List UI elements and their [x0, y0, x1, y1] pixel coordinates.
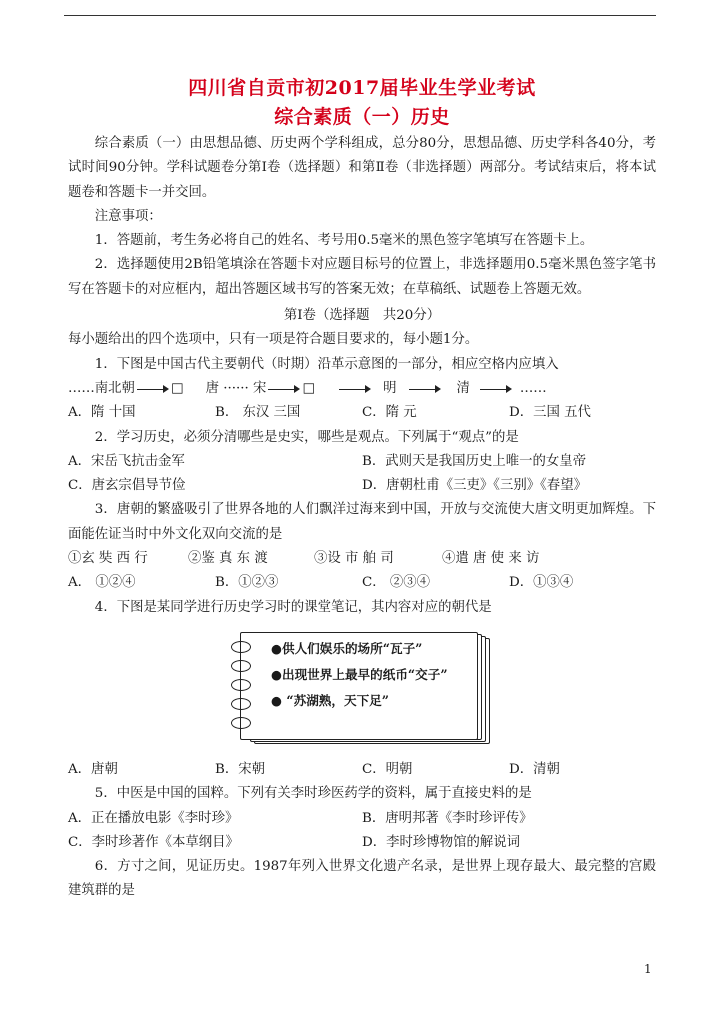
question-2-stem: 2．学习历史，必须分清哪些是史实，哪些是观点。下列属于“观点”的是 [94, 429, 519, 445]
question-1-options [68, 401, 656, 425]
spiral-ring-icon [231, 660, 251, 672]
option-b: B．①②③ [215, 575, 279, 591]
option-a: A．正在播放电影《李时珍》 [68, 810, 239, 826]
question-3-items [68, 547, 656, 571]
note-1: 1．答题前，考生务必将自己的姓名、考号用0.5毫米的黑色签字笔填写在答题卡上。 [94, 233, 594, 249]
question-5-stem: 5．中医是中国的国粹。下列有关李时珍医药学的资料，属于直接史料的是 [94, 786, 532, 802]
question-1-stem: 1．下图是中国古代主要朝代（时期）沿革示意图的一部分，相应空格内应填入 [94, 356, 559, 372]
option-c: C．唐玄宗倡导节俭 [68, 478, 186, 494]
arrow-icon [409, 383, 441, 395]
exam-page [68, 74, 656, 904]
notebook-figure [68, 628, 656, 754]
question-6-stem: 6．方寸之间，见证历史。1987年列入世界文化遗产名录，是世界上现存最大、最完整的宫殿建筑群的是 [68, 859, 656, 899]
arrow-icon [137, 383, 169, 395]
exam-title: 四川省自贡市初2017届毕业生学业考试 [188, 77, 536, 99]
notebook [240, 632, 486, 742]
note-line-2: ●出现世界上最早的纸币“交子” [271, 666, 448, 682]
item-1: ①玄 奘 西 行 [68, 551, 148, 567]
option-b: B．武则天是我国历史上唯一的女皇帝 [362, 453, 587, 469]
arrow-icon [268, 383, 300, 395]
question-3-stem: 3．唐朝的繁盛吸引了世界各地的人们飘洋过海来到中国，开放与交流使大唐文明更加辉煌。下面能佐证当时中外文化双向交流的是 [68, 502, 656, 542]
arrow-icon [339, 383, 371, 395]
question-4-options [68, 758, 656, 782]
header-rule [64, 15, 656, 16]
chain-blank: □ [302, 380, 316, 396]
chain-item: …… [519, 380, 547, 396]
option-c: C．隋 元 [362, 405, 417, 421]
question-4-stem: 4．下图是某同学进行历史学习时的课堂笔记，其内容对应的朝代是 [94, 599, 492, 615]
notebook-front-page [240, 632, 478, 740]
chain-item: ……南北朝 [68, 380, 135, 396]
option-c: C．明朝 [362, 761, 413, 777]
item-4: ④遣 唐 使 来 访 [442, 551, 540, 567]
dynasty-chain [68, 377, 656, 401]
page-number: 1 [644, 962, 652, 976]
option-d: D．李时珍博物馆的解说词 [362, 834, 521, 850]
arrow-icon [480, 383, 512, 395]
item-2: ②鉴 真 东 渡 [188, 551, 268, 567]
spiral-ring-icon [231, 717, 251, 729]
question-3-options [68, 571, 656, 595]
note-line-3: ● “苏湖熟，天下足” [271, 692, 390, 708]
option-c: C． ②③④ [362, 575, 431, 591]
option-a: A．宋岳飞抗击金军 [68, 453, 185, 469]
chain-blank: □ [170, 380, 184, 396]
option-b: B．宋朝 [215, 761, 266, 777]
option-c: C．李时珍著作《本草纲目》 [68, 834, 239, 850]
chain-item: 明 [383, 380, 397, 396]
note-line-1: ●供人们娱乐的场所“瓦子” [271, 640, 423, 656]
question-5-options-cd [68, 831, 656, 855]
option-b: B．唐明邦著《李时珍评传》 [362, 810, 533, 826]
option-a: A． ①②④ [68, 575, 136, 591]
intro-paragraph: 综合素质（一）由思想品德、历史两个学科组成，总分80分，思想品德、历史学科各40分，考试时间90分钟。学科试题卷分第Ⅰ卷（选择题）和第Ⅱ卷（非选择题）两部分。考试结束后，将本试题卷和答题卡一并交回。 [68, 136, 656, 200]
chain-item: 唐 ······ 宋 [205, 380, 267, 396]
section-heading: 第Ⅰ卷（选择题 共20分） [283, 308, 441, 324]
note-2: 2．选择题使用2B铅笔填涂在答题卡对应题目标号的位置上，非选择题用0.5毫米黑色签字笔书写在答题卡的对应框内，超出答题区域书写的答案无效；在草稿纸、试题卷上答题无效。 [68, 257, 656, 297]
chain-item: 清 [456, 380, 470, 396]
option-d: D．①③④ [509, 575, 574, 591]
item-3: ③设 市 舶 司 [314, 551, 394, 567]
notes-heading: 注意事项： [94, 208, 162, 224]
question-2-options-cd [68, 474, 656, 498]
option-d: D．唐朝杜甫《三吏》《三别》《春望》 [362, 478, 587, 494]
option-a: A．隋 十国 [68, 405, 136, 421]
spiral-ring-icon [231, 679, 251, 691]
option-a: A．唐朝 [68, 761, 118, 777]
option-d: D．清朝 [509, 761, 560, 777]
exam-subtitle: 综合素质（一）历史 [274, 106, 450, 128]
option-b: B． 东汉 三国 [215, 405, 301, 421]
spiral-ring-icon [231, 641, 251, 653]
question-5-options-ab [68, 807, 656, 831]
question-2-options-ab [68, 450, 656, 474]
option-d: D．三国 五代 [509, 405, 591, 421]
spiral-ring-icon [231, 698, 251, 710]
section-instruction: 每小题给出的四个选项中，只有一项是符合题目要求的，每小题1分。 [68, 332, 479, 348]
